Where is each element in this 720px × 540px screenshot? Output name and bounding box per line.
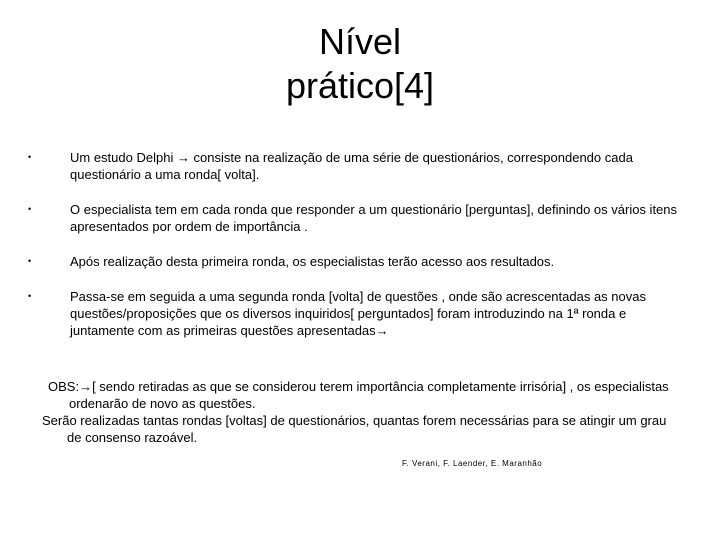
bullet-list [28, 149, 688, 357]
author-credit: F. Verani, F. Laender, E. Maranhão [402, 459, 543, 468]
bullet-item [28, 201, 688, 235]
bullet-marker: • [28, 152, 32, 162]
bullet-text: Passa-se em seguida a uma segunda ronda [volta] de questões , onde são acrescentadas as novas questões/proposições que os diversos inquiridos[ perguntados] foram introduzindo na 1ª ronda e juntamente com as primeiras questões apresentadas→ [70, 289, 646, 338]
slide-title-line-2: prático[4] [285, 65, 435, 106]
obs-note: OBS:→[ sendo retiradas as que se considerou terem importância completamente irrisória] , os especialistas ordenarão de novo as questões. [48, 379, 669, 411]
bullet-item [28, 253, 688, 270]
bullet-marker: • [28, 256, 32, 266]
bullet-text: Um estudo Delphi → consiste na realização de uma série de questionários, correspondendo cada questionário a uma ronda[ volta]. [70, 150, 633, 182]
slide-title-line-1: Nível [318, 21, 402, 62]
notes-block [44, 378, 684, 446]
bullet-marker: • [28, 204, 32, 214]
conclusion-note: Serão realizadas tantas rondas [voltas] de questionários, quantas forem necessárias para se atingir um grau de consenso razoável. [42, 413, 667, 445]
slide-title [0, 20, 720, 108]
bullet-marker: • [28, 291, 32, 301]
bullet-text: O especialista tem em cada ronda que responder a um questionário [perguntas], definindo os vários itens apresentados por ordem de importância . [70, 202, 678, 234]
bullet-item [28, 288, 688, 339]
bullet-item [28, 149, 688, 183]
bullet-text: Após realização desta primeira ronda, os especialistas terão acesso aos resultados. [70, 254, 555, 269]
